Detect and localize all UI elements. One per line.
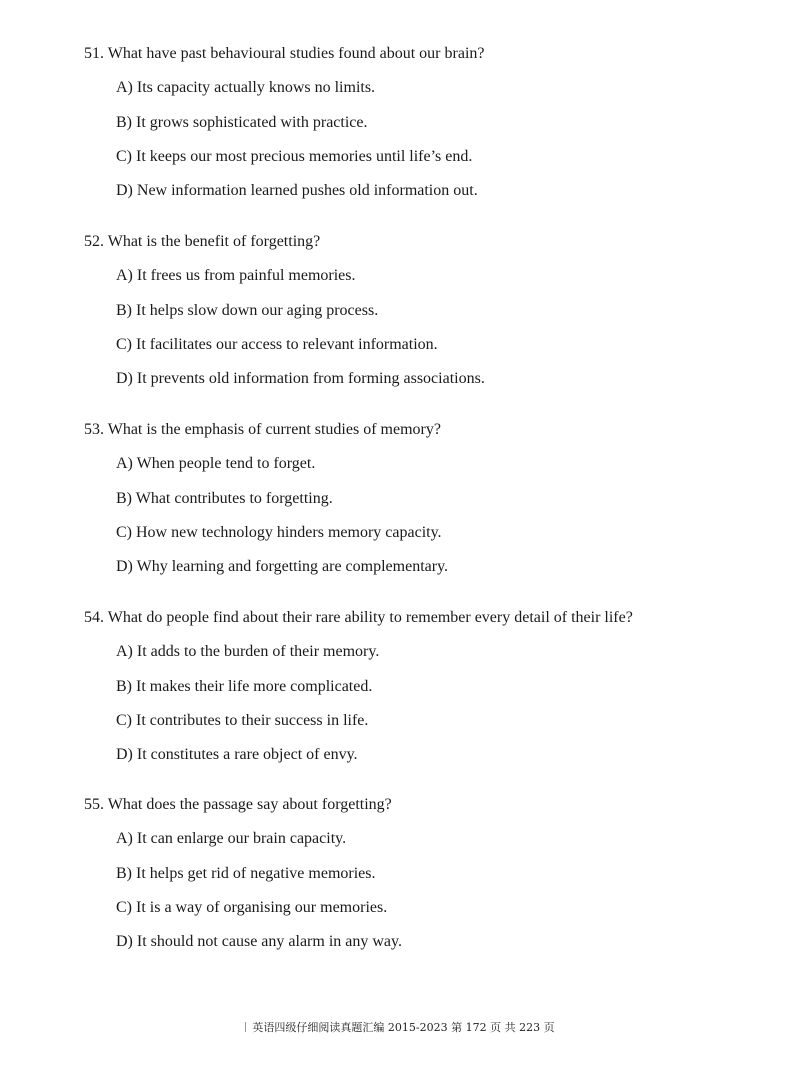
option-a: A) It adds to the burden of their memory. xyxy=(116,643,380,661)
option-c: C) It is a way of organising our memories. xyxy=(116,898,388,916)
option-d: D) It constitutes a rare object of envy. xyxy=(116,746,358,764)
option-a: A) When people tend to forget. xyxy=(116,455,316,473)
option-list xyxy=(84,642,774,765)
option-b: B) It makes their life more complicated. xyxy=(116,677,373,695)
option-b: B) It helps get rid of negative memories. xyxy=(116,864,376,882)
option-a: A) Its capacity actually knows no limits. xyxy=(116,79,376,97)
option-c: C) How new technology hinders memory capacity. xyxy=(116,523,442,541)
option-d: D) Why learning and forgetting are complementary. xyxy=(116,558,449,576)
footer-text: 英语四级仔细阅读真题汇编 2015-2023 第 172 页 共 223 页 xyxy=(252,1021,555,1034)
question-text: 54. What do people find about their rare ability to remember every detail of their life? xyxy=(84,609,633,626)
option-c: C) It keeps our most precious memories until life’s end. xyxy=(116,147,473,165)
question-53 xyxy=(84,420,774,577)
page-footer xyxy=(0,1021,800,1035)
question-51 xyxy=(84,44,774,201)
option-d: D) It should not cause any alarm in any way. xyxy=(116,933,402,951)
option-b: B) It grows sophisticated with practice. xyxy=(116,113,368,131)
option-d: D) It prevents old information from forming associations. xyxy=(116,370,485,388)
option-b: B) It helps slow down our aging process. xyxy=(116,301,379,319)
option-list xyxy=(84,454,774,577)
question-55 xyxy=(84,795,774,952)
question-text: 55. What does the passage say about forgetting? xyxy=(84,796,392,813)
option-a: A) It frees us from painful memories. xyxy=(116,267,356,285)
option-a: A) It can enlarge our brain capacity. xyxy=(116,830,347,848)
option-c: C) It contributes to their success in life. xyxy=(116,711,369,729)
option-list xyxy=(84,78,774,201)
question-text: 53. What is the emphasis of current studies of memory? xyxy=(84,421,441,438)
option-c: C) It facilitates our access to relevant information. xyxy=(116,335,438,353)
option-d: D) New information learned pushes old information out. xyxy=(116,182,478,200)
question-text: 52. What is the benefit of forgetting? xyxy=(84,233,321,250)
option-list xyxy=(84,266,774,389)
footer-divider xyxy=(245,1022,246,1032)
option-list xyxy=(84,829,774,952)
option-b: B) What contributes to forgetting. xyxy=(116,489,333,507)
question-text: 51. What have past behavioural studies found about our brain? xyxy=(84,45,485,62)
question-52 xyxy=(84,232,774,389)
question-54 xyxy=(84,608,774,765)
